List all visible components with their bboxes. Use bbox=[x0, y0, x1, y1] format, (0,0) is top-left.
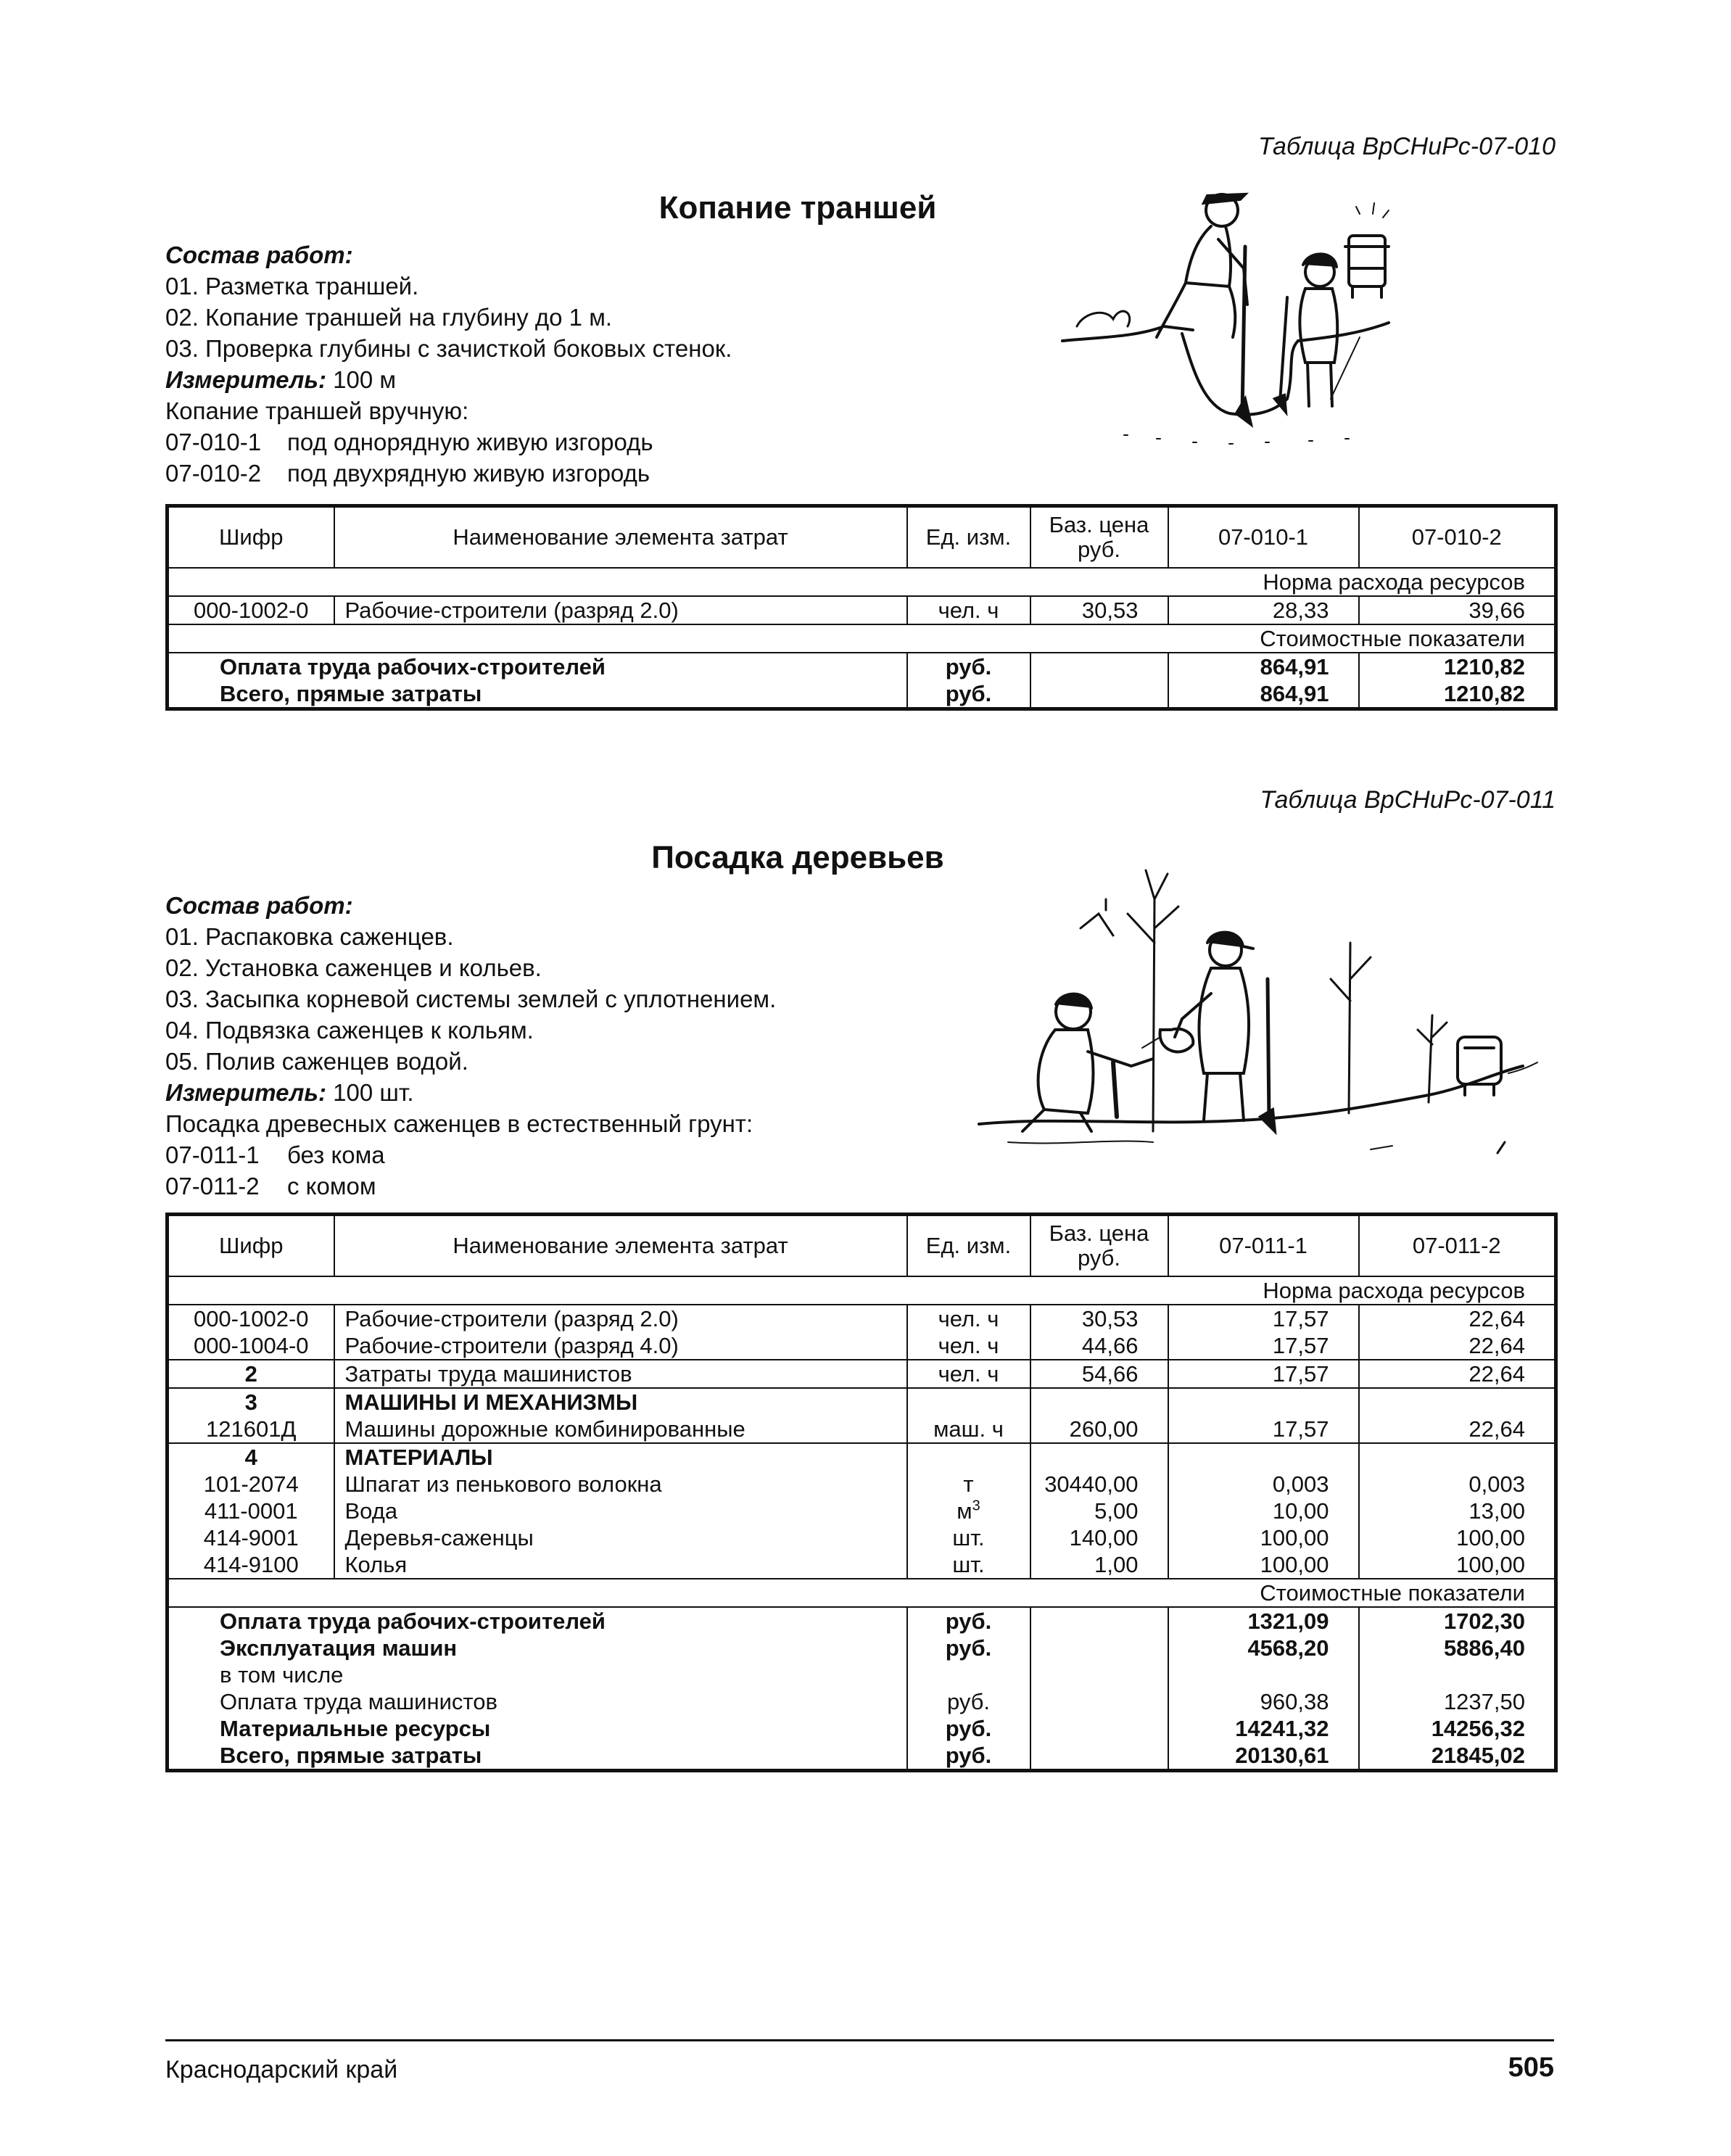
table-row bbox=[168, 1443, 1556, 1471]
cell-v2 bbox=[1359, 1388, 1556, 1416]
cell-v2: 22,64 bbox=[1468, 1306, 1525, 1331]
section-title-2: Посадка деревьев bbox=[651, 840, 944, 875]
cell-unit bbox=[907, 1443, 1030, 1471]
cell-v1: 17,57 bbox=[1168, 1332, 1359, 1360]
section-title-1: Копание траншей bbox=[658, 190, 937, 226]
meter-value: 100 шт. bbox=[333, 1079, 414, 1106]
header-cell: Наименование элемента затрат bbox=[334, 506, 907, 569]
cost-row bbox=[168, 624, 1556, 653]
total-unit: руб. bbox=[907, 1635, 1030, 1661]
variant-text: без кома bbox=[287, 1141, 385, 1168]
total-row bbox=[168, 680, 1556, 709]
cell-name: Вода bbox=[334, 1498, 907, 1524]
cell-v2: 0,003 bbox=[1468, 1471, 1525, 1497]
cell-code: 3 bbox=[168, 1388, 334, 1416]
table-row bbox=[168, 1551, 1556, 1579]
cell-price: 30,53 bbox=[1030, 1305, 1168, 1332]
cost-label: Стоимостные показатели bbox=[168, 624, 1556, 653]
cell-v2: 22,64 bbox=[1468, 1333, 1525, 1358]
norm-row bbox=[168, 568, 1556, 596]
cell-price: 54,66 bbox=[1030, 1360, 1168, 1388]
cell-price: 260,00 bbox=[1030, 1416, 1168, 1443]
cell-code: 000-1002-0 bbox=[168, 596, 334, 624]
header-cell: Баз. цена руб. bbox=[1030, 506, 1168, 569]
header-cell: 07-010-1 bbox=[1168, 506, 1359, 569]
cell-unit: чел. ч bbox=[907, 1360, 1030, 1388]
table-row bbox=[168, 1416, 1556, 1443]
header-cell: Ед. изм. bbox=[907, 1215, 1030, 1277]
header-cell: 07-010-2 bbox=[1359, 506, 1556, 569]
variant-code: 07-011-1 bbox=[165, 1141, 260, 1168]
cell-price: 5,00 bbox=[1030, 1498, 1168, 1524]
total-row bbox=[168, 1715, 1556, 1742]
cell-unit: шт. bbox=[907, 1524, 1030, 1551]
work-description-2 bbox=[165, 890, 776, 1202]
cell-code: 000-1004-0 bbox=[168, 1332, 334, 1360]
variant-code: 07-010-2 bbox=[165, 460, 262, 487]
cell-value: 39,66 bbox=[1468, 598, 1525, 623]
trench-digging-illustration bbox=[1055, 181, 1396, 457]
cell-unit: т bbox=[907, 1471, 1030, 1498]
cell-unit: чел. ч bbox=[907, 596, 1030, 624]
header-cell: Шифр bbox=[168, 1215, 334, 1277]
total-v2: 1237,50 bbox=[1443, 1689, 1525, 1714]
table-caption-1: Таблица ВрСНиРс-07-010 bbox=[1257, 133, 1556, 160]
variant-text: с комом bbox=[287, 1173, 376, 1199]
header-cell: Ед. изм. bbox=[907, 506, 1030, 569]
cell-v2 bbox=[1359, 1443, 1556, 1471]
cell-name: Затраты труда машинистов bbox=[334, 1360, 907, 1388]
total-row bbox=[168, 1661, 1556, 1688]
variant-code: 07-011-2 bbox=[165, 1173, 260, 1199]
total-name: Материальные ресурсы bbox=[168, 1715, 907, 1742]
page-number: 505 bbox=[1508, 2052, 1554, 2083]
cell-v1 bbox=[1168, 1388, 1359, 1416]
cell-name: Рабочие-строители (разряд 4.0) bbox=[334, 1332, 907, 1360]
cell-unit: чел. ч bbox=[907, 1332, 1030, 1360]
table-row bbox=[168, 1332, 1556, 1360]
cell-price: 44,66 bbox=[1030, 1332, 1168, 1360]
cell-unit: шт. bbox=[907, 1551, 1030, 1579]
cell-v1: 17,57 bbox=[1168, 1416, 1359, 1443]
cell-code: 2 bbox=[168, 1360, 334, 1388]
work-item: 03. Засыпка корневой системы землей с уплотнением. bbox=[165, 986, 777, 1012]
total-v2: 14256,32 bbox=[1431, 1716, 1525, 1741]
total-row bbox=[168, 653, 1556, 680]
meter-value: 100 м bbox=[333, 366, 397, 393]
cost-table-2 bbox=[165, 1213, 1558, 1772]
cell-v1: 100,00 bbox=[1168, 1551, 1359, 1579]
norm-label: Норма расхода ресурсов bbox=[168, 1276, 1556, 1305]
footer-region: Краснодарский край bbox=[165, 2056, 398, 2083]
norm-label: Норма расхода ресурсов bbox=[168, 568, 1556, 596]
total-value: 1210,82 bbox=[1443, 654, 1525, 680]
cell-name: МАШИНЫ И МЕХАНИЗМЫ bbox=[334, 1388, 907, 1416]
cell-code: 4 bbox=[168, 1443, 334, 1471]
total-value: 1210,82 bbox=[1443, 681, 1525, 706]
cell-price: 30,53 bbox=[1030, 596, 1168, 624]
header-cell: Наименование элемента затрат bbox=[334, 1215, 907, 1277]
cell-name: Шпагат из пенькового волокна bbox=[334, 1471, 907, 1498]
total-v2: 5886,40 bbox=[1443, 1635, 1525, 1661]
total-unit: руб. bbox=[907, 1742, 1030, 1771]
total-value: 864,91 bbox=[1168, 680, 1359, 709]
cell-price: 30440,00 bbox=[1030, 1471, 1168, 1498]
work-item: 02. Установка саженцев и кольев. bbox=[165, 954, 542, 981]
total-name: в том числе bbox=[168, 1661, 907, 1688]
variant-text: под однорядную живую изгородь bbox=[287, 429, 653, 455]
total-name: Оплата труда машинистов bbox=[168, 1688, 907, 1715]
total-name: Всего, прямые затраты bbox=[168, 680, 907, 709]
total-v1: 20130,61 bbox=[1168, 1742, 1359, 1771]
cell-v1: 17,57 bbox=[1168, 1360, 1359, 1388]
table-row bbox=[168, 1471, 1556, 1498]
total-v1: 4568,20 bbox=[1168, 1635, 1359, 1661]
variant-text: под двухрядную живую изгородь bbox=[287, 460, 650, 487]
work-item: 04. Подвязка саженцев к кольям. bbox=[165, 1017, 534, 1044]
cell-v2: 22,64 bbox=[1359, 1360, 1556, 1388]
table-row bbox=[168, 1360, 1556, 1388]
header-cell: 07-011-2 bbox=[1359, 1215, 1556, 1277]
cost-label: Стоимостные показатели bbox=[168, 1579, 1556, 1607]
cell-v1: 100,00 bbox=[1168, 1524, 1359, 1551]
total-unit bbox=[907, 1661, 1030, 1688]
cell-unit bbox=[907, 1388, 1030, 1416]
table-header-row bbox=[168, 1215, 1556, 1277]
cell-code: 121601Д bbox=[168, 1416, 334, 1443]
cell-name: Колья bbox=[334, 1551, 907, 1579]
table-caption-2: Таблица ВрСНиРс-07-011 bbox=[1260, 786, 1556, 814]
total-row bbox=[168, 1635, 1556, 1661]
cell-value: 28,33 bbox=[1168, 596, 1359, 624]
total-name: Оплата труда рабочих-строителей bbox=[168, 653, 907, 680]
cell-code: 414-9001 bbox=[168, 1524, 334, 1551]
cell-name: Деревья-саженцы bbox=[334, 1524, 907, 1551]
work-item: 03. Проверка глубины с зачисткой боковых стенок. bbox=[165, 335, 732, 362]
total-name: Эксплуатация машин bbox=[168, 1635, 907, 1661]
total-row bbox=[168, 1742, 1556, 1771]
total-unit: руб. bbox=[907, 1715, 1030, 1742]
cell-v2: 100,00 bbox=[1456, 1525, 1525, 1550]
header-cell: Баз. цена руб. bbox=[1030, 1215, 1168, 1277]
total-v1: 1321,09 bbox=[1168, 1607, 1359, 1635]
cell-price: 1,00 bbox=[1030, 1551, 1168, 1579]
cell-v1: 10,00 bbox=[1168, 1498, 1359, 1524]
table-row bbox=[168, 1305, 1556, 1332]
total-v1: 960,38 bbox=[1168, 1688, 1359, 1715]
cell-price: 140,00 bbox=[1030, 1524, 1168, 1551]
intro-text: Посадка древесных саженцев в естественный грунт: bbox=[165, 1110, 753, 1137]
tree-planting-illustration bbox=[964, 856, 1545, 1175]
cost-row bbox=[168, 1579, 1556, 1607]
cell-code: 411-0001 bbox=[168, 1498, 334, 1524]
cell-v2: 100,00 bbox=[1456, 1552, 1525, 1577]
variant-code: 07-010-1 bbox=[165, 429, 262, 455]
footer-rule bbox=[165, 2039, 1554, 2041]
work-label: Состав работ: bbox=[165, 241, 353, 268]
cell-v1: 0,003 bbox=[1168, 1471, 1359, 1498]
header-cell: 07-011-1 bbox=[1168, 1215, 1359, 1277]
meter-label: Измеритель: bbox=[165, 366, 326, 393]
table-header-row bbox=[168, 506, 1556, 569]
cell-v2: 13,00 bbox=[1468, 1498, 1525, 1524]
total-v2: 1702,30 bbox=[1443, 1608, 1525, 1634]
intro-text: Копание траншей вручную: bbox=[165, 397, 469, 424]
work-item: 01. Распаковка саженцев. bbox=[165, 923, 454, 950]
total-row bbox=[168, 1688, 1556, 1715]
cell-v1: 17,57 bbox=[1168, 1305, 1359, 1332]
header-cell: Шифр bbox=[168, 506, 334, 569]
total-v1: 14241,32 bbox=[1168, 1715, 1359, 1742]
cell-name: Машины дорожные комбинированные bbox=[334, 1416, 907, 1443]
cell-name: МАТЕРИАЛЫ bbox=[334, 1443, 907, 1471]
cell-unit: маш. ч bbox=[907, 1416, 1030, 1443]
total-unit: руб. bbox=[907, 1688, 1030, 1715]
total-v2 bbox=[1359, 1661, 1556, 1688]
table-row bbox=[168, 1524, 1556, 1551]
total-unit: руб. bbox=[907, 653, 1030, 680]
cell-name: Рабочие-строители (разряд 2.0) bbox=[334, 596, 907, 624]
cell-name: Рабочие-строители (разряд 2.0) bbox=[334, 1305, 907, 1332]
total-name: Оплата труда рабочих-строителей bbox=[168, 1607, 907, 1635]
cell-code: 414-9100 bbox=[168, 1551, 334, 1579]
norm-row bbox=[168, 1276, 1556, 1305]
cost-table-1 bbox=[165, 504, 1558, 711]
work-description-1 bbox=[165, 239, 732, 489]
cell-price bbox=[1030, 1443, 1168, 1471]
cell-code: 101-2074 bbox=[168, 1471, 334, 1498]
cell-price bbox=[1030, 1388, 1168, 1416]
work-item: 02. Копание траншей на глубину до 1 м. bbox=[165, 304, 613, 331]
cell-v2: 22,64 bbox=[1468, 1416, 1525, 1442]
table-row bbox=[168, 1388, 1556, 1416]
work-item: 05. Полив саженцев водой. bbox=[165, 1048, 468, 1075]
table-row bbox=[168, 596, 1556, 624]
cell-unit: чел. ч bbox=[907, 1305, 1030, 1332]
work-label: Состав работ: bbox=[165, 892, 353, 919]
total-name: Всего, прямые затраты bbox=[168, 1742, 907, 1771]
meter-label: Измеритель: bbox=[165, 1079, 326, 1106]
work-item: 01. Разметка траншей. bbox=[165, 273, 419, 300]
total-unit: руб. bbox=[907, 680, 1030, 709]
table-row bbox=[168, 1498, 1556, 1524]
unit-superscript: 3 bbox=[972, 1498, 980, 1514]
total-v2: 21845,02 bbox=[1431, 1743, 1525, 1768]
total-v1 bbox=[1168, 1661, 1359, 1688]
total-unit: руб. bbox=[907, 1607, 1030, 1635]
cell-code: 000-1002-0 bbox=[168, 1305, 334, 1332]
total-value: 864,91 bbox=[1168, 653, 1359, 680]
total-row bbox=[168, 1607, 1556, 1635]
cell-v1 bbox=[1168, 1443, 1359, 1471]
cell-unit: $м^3$ bbox=[907, 1498, 1030, 1524]
